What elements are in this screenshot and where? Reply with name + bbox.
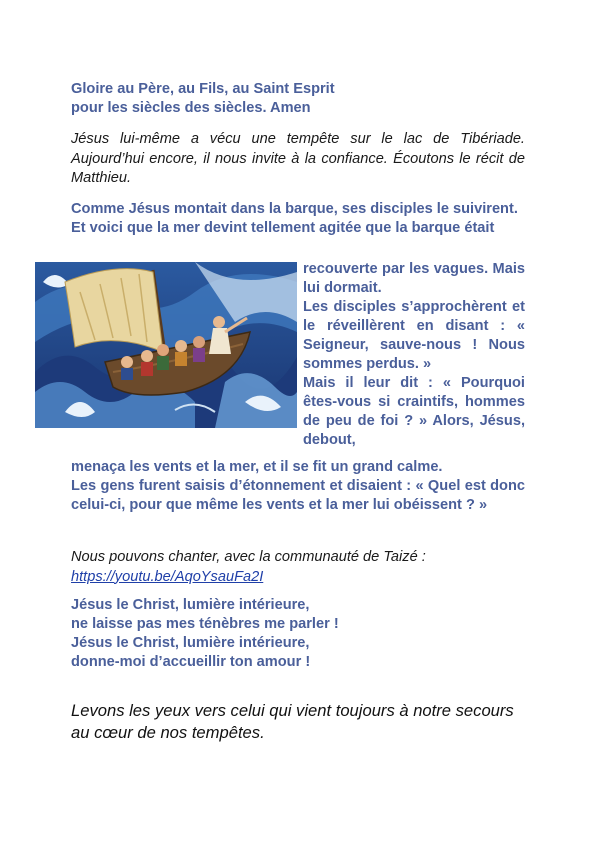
gospel-wrap-3: Mais il leur dit : « Pourquoi êtes-vous si craintifs, hommes de peu de foi ? » Alors, Jésus, debout, xyxy=(303,375,525,448)
doxology xyxy=(71,80,525,118)
gospel-final-paragraph: Les gens furent saisis d’étonnement et disaient : « Quel est donc celui-ci, pour que même les vents et la mer lui obéissent ? » xyxy=(71,478,525,513)
taize-video-link[interactable]: https://youtu.be/AqoYsauFa2I xyxy=(71,568,264,585)
doxology-line-2: pour les siècles des siècles. Amen xyxy=(71,100,311,116)
intro-paragraph: Jésus lui-même a vécu une tempête sur le lac de Tibériade. Aujourd’hui encore, il nous invite à la confiance. Écoutons le récit de Matthieu. xyxy=(71,131,525,186)
storm-boat-illustration xyxy=(35,262,297,428)
storm-boat-image xyxy=(35,262,297,428)
chant-line-3: Jésus le Christ, lumière intérieure, xyxy=(71,635,310,651)
gospel-wrap-2: Les disciples s’approchèrent et le réveillèrent en disant : « Seigneur, sauve-nous ! Nous sommes perdus. » xyxy=(303,299,525,372)
taize-invitation xyxy=(71,548,525,587)
chant-line-4: donne-moi d’accueillir ton amour ! xyxy=(71,654,311,670)
gospel-wrap-1: recouverte par les vagues. Mais lui dormait. xyxy=(303,261,525,296)
gospel-paragraph-2-lead: Et voici que la mer devint tellement agitée que la barque était xyxy=(71,220,495,236)
wrapped-gospel-column xyxy=(303,260,525,450)
taize-text: Nous pouvons chanter, avec la communauté de Taizé : xyxy=(71,549,426,565)
chant-line-2: ne laisse pas mes ténèbres me parler ! xyxy=(71,616,339,632)
chant-lyrics xyxy=(71,596,525,672)
gospel-paragraph-1: Comme Jésus montait dans la barque, ses disciples le suivirent. xyxy=(71,201,518,217)
doxology-line-1: Gloire au Père, au Fils, au Saint Esprit xyxy=(71,81,335,97)
gospel-after-wrap: menaça les vents et la mer, et il se fit un grand calme. xyxy=(71,459,443,475)
gospel-opening xyxy=(71,200,525,238)
closing-exhortation: Levons les yeux vers celui qui vient toujours à notre secours au cœur de nos tempêtes. xyxy=(71,701,514,742)
gospel-conclusion xyxy=(71,458,525,515)
chant-line-1: Jésus le Christ, lumière intérieure, xyxy=(71,597,310,613)
